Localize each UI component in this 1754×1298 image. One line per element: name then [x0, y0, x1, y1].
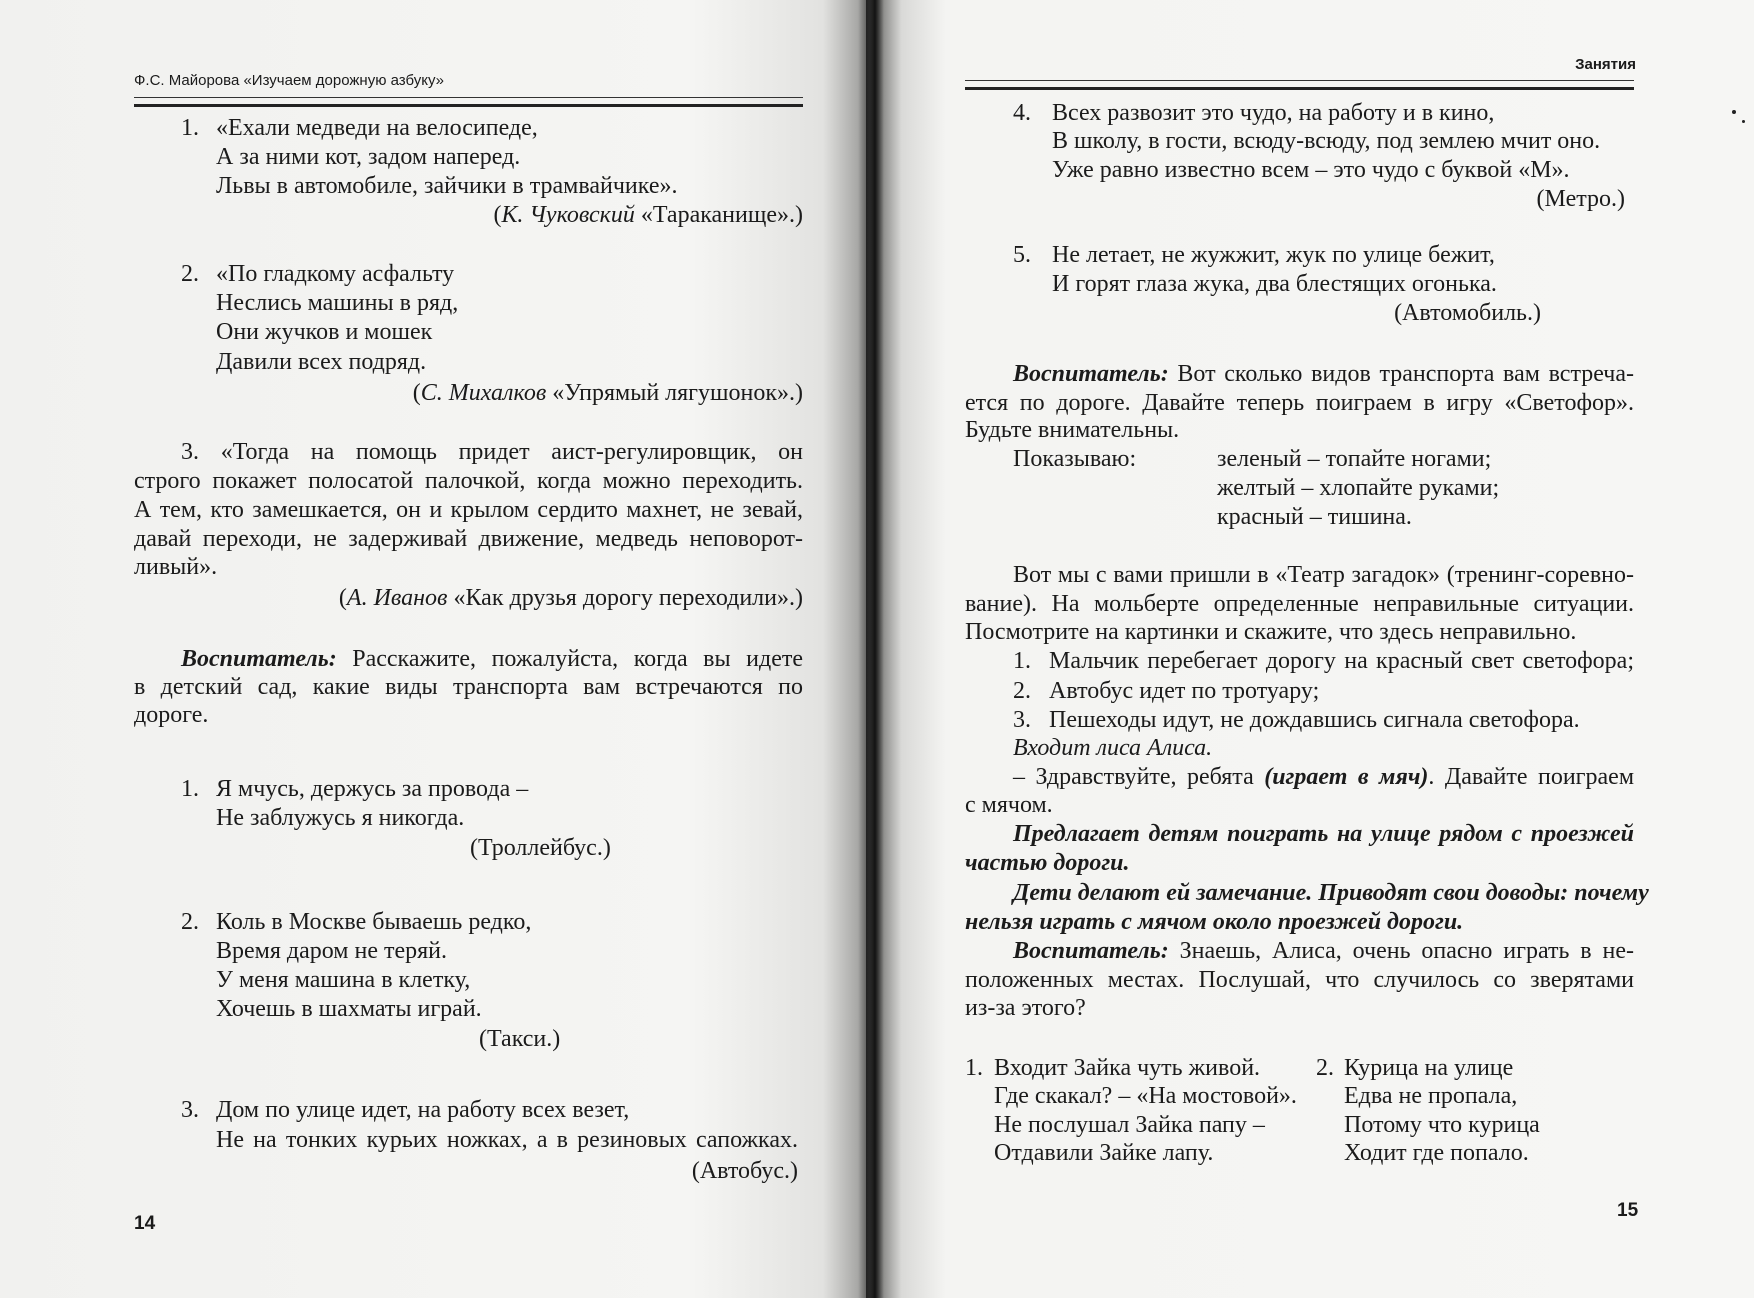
- right-page: [866, 0, 1754, 1298]
- dialogue-line: – Здравствуйте, ребята (играет в мяч). Давайте поиграем: [1013, 764, 1635, 790]
- verse-line: В школу, в гости, всюду-всюду, под землею мчит оно.: [1052, 128, 1601, 154]
- scan-speck: [1742, 120, 1745, 123]
- list-number: 2.: [181, 909, 199, 935]
- teacher-label: Воспитатель:: [1013, 938, 1169, 964]
- list-number: 2.: [1013, 678, 1031, 704]
- list-number: 1.: [181, 115, 199, 141]
- verse-line: Время даром не теряй.: [216, 938, 447, 964]
- attribution: (А. Иванов «Как друзья дорогу переходили».): [338, 585, 803, 611]
- verse-line: Ходит где попало.: [1344, 1140, 1529, 1166]
- verse-line: Не на тонких курьих ножках, а в резиновых сапожках.: [216, 1127, 798, 1153]
- paragraph-line: Вот мы с вами пришли в «Театр загадок» (тренинг-соревно-: [1013, 562, 1634, 588]
- list-number: 1.: [965, 1055, 983, 1081]
- verse-line: Не заблужусь я никогда.: [216, 805, 465, 831]
- attribution: (К. Чуковский «Тараканище».): [493, 202, 803, 228]
- stage-direction: Входит лиса Алиса.: [1013, 735, 1213, 761]
- verse-line: Дом по улице идет, на работу всех везет,: [216, 1097, 630, 1123]
- teacher-line: ется по дороге. Давайте теперь поиграем в игру «Светофор».: [965, 390, 1634, 416]
- author: А. Иванов: [346, 585, 448, 611]
- riddle-answer: (Метро.): [1536, 186, 1625, 212]
- situation-item: Пешеходы идут, не дождавшись сигнала светофора.: [1049, 707, 1580, 733]
- situation-item: Мальчик перебегает дорогу на красный свет светофора;: [1049, 648, 1634, 674]
- verse-line: У меня машина в клетку,: [216, 967, 471, 993]
- stage-direction: частью дороги.: [965, 850, 1130, 876]
- riddle-answer: (Такси.): [479, 1026, 561, 1052]
- teacher-line: Будьте внимательны.: [965, 417, 1180, 443]
- running-header: Ф.С. Майорова «Изучаем дорожную азбуку»: [134, 72, 445, 89]
- verse-line: Где скакал? – «На мостовой».: [994, 1083, 1297, 1109]
- paragraph-line: строго покажет полосатой палочкой, когда можно переходить.: [134, 468, 803, 494]
- paragraph-line: давай переходи, не задерживай движение, медведь неповорот-: [134, 526, 803, 552]
- show-item: красный – тишина.: [1217, 504, 1412, 530]
- verse-line: Курица на улице: [1344, 1055, 1514, 1081]
- teacher-line: Воспитатель: Расскажите, пожалуйста, когда вы идете: [181, 646, 803, 672]
- situation-item: Автобус идет по тротуару;: [1049, 678, 1320, 704]
- list-number: 2.: [1316, 1055, 1334, 1081]
- verse-line: Я мчусь, держусь за провода –: [216, 776, 529, 802]
- teacher-line: в детский сад, какие виды транспорта вам встречаются по: [134, 674, 803, 700]
- riddle-answer: (Автомобиль.): [1394, 300, 1541, 326]
- dialogue-line: с мячом.: [965, 792, 1053, 818]
- stage-direction: нельзя играть с мячом около проезжей дороги.: [965, 909, 1464, 935]
- verse-line: Коль в Москве бываешь редко,: [216, 909, 532, 935]
- verse-line: Всех развозит это чудо, на работу и в кино,: [1052, 100, 1495, 126]
- verse-line: А за ними кот, задом наперед.: [216, 144, 521, 170]
- verse-line: И горят глаза жука, два блестящих огонька.: [1052, 271, 1497, 297]
- paragraph-line: ливый».: [134, 554, 218, 580]
- show-label: Показываю:: [1013, 446, 1137, 472]
- verse-line: «Ехали медведи на велосипеде,: [216, 115, 538, 141]
- teacher-line: Воспитатель: Знаешь, Алиса, очень опасно играть в не-: [1013, 938, 1634, 964]
- verse-line: Едва не пропала,: [1344, 1083, 1518, 1109]
- page-number: 14: [134, 1213, 156, 1234]
- stage-direction: Дети делают ей замечание. Приводят свои доводы: почему: [1013, 880, 1649, 906]
- show-item: желтый – хлопайте руками;: [1217, 475, 1500, 501]
- list-number: 2.: [181, 261, 199, 287]
- list-number: 3.: [1013, 707, 1031, 733]
- teacher-label: Воспитатель:: [1013, 361, 1169, 387]
- header-rule: [134, 97, 803, 107]
- verse-line: Хочешь в шахматы играй.: [216, 996, 482, 1022]
- attribution: (С. Михалков «Упрямый лягушонок».): [412, 380, 803, 406]
- paragraph-line: Посмотрите на картинки и скажите, что здесь неправильно.: [965, 619, 1577, 645]
- verse-line: Львы в автомобиле, зайчики в трамвайчике».: [216, 173, 678, 199]
- paragraph-line: вание). На мольберте определенные неправильные ситуации.: [965, 591, 1634, 617]
- verse-line: «По гладкому асфальту: [216, 261, 455, 287]
- teacher-label: Воспитатель:: [181, 646, 337, 672]
- page-number: 15: [1617, 1200, 1639, 1221]
- verse-line: Не послушал Зайка папу –: [994, 1112, 1265, 1138]
- teacher-line: из-за этого?: [965, 995, 1086, 1021]
- list-number: 1.: [1013, 648, 1031, 674]
- list-number: 1.: [181, 776, 199, 802]
- paragraph-line: А тем, кто замешкается, он и крылом сердито махнет, не зевай,: [134, 497, 803, 523]
- teacher-line: положенных местах. Послушай, что случилось со зверятами: [965, 967, 1634, 993]
- left-page: [0, 0, 866, 1298]
- running-header: Занятия: [1575, 56, 1636, 73]
- verse-line: Давили всех подряд.: [216, 349, 427, 375]
- teacher-line: дороге.: [134, 702, 209, 728]
- list-number: 3.: [181, 1097, 199, 1123]
- verse-line: Уже равно известно всем – это чудо с буквой «М».: [1052, 157, 1570, 183]
- scan-speck: [1732, 110, 1736, 114]
- riddle-answer: (Автобус.): [691, 1158, 798, 1184]
- verse-line: Они жучков и мошек: [216, 319, 433, 345]
- teacher-line: Воспитатель: Вот сколько видов транспорта вам встреча-: [1013, 361, 1634, 387]
- header-rule: [965, 80, 1634, 90]
- paragraph-line: 3. «Тогда на помощь придет аист-регулировщик, он: [181, 439, 804, 465]
- list-number: 5.: [1013, 242, 1031, 268]
- author: К. Чуковский: [501, 202, 635, 228]
- list-number: 4.: [1013, 100, 1031, 126]
- verse-line: Не летает, не жужжит, жук по улице бежит,: [1052, 242, 1495, 268]
- verse-line: Неслись машины в ряд,: [216, 290, 459, 316]
- book-gutter: [858, 0, 884, 1298]
- stage-direction: Предлагает детям поиграть на улице рядом с проезжей: [1013, 821, 1634, 847]
- show-item: зеленый – топайте ногами;: [1217, 446, 1492, 472]
- verse-line: Отдавили Зайке лапу.: [994, 1140, 1214, 1166]
- riddle-answer: (Троллейбус.): [470, 835, 611, 861]
- verse-line: Потому что курица: [1344, 1112, 1540, 1138]
- author: С. Михалков: [420, 380, 547, 406]
- verse-line: Входит Зайка чуть живой.: [994, 1055, 1261, 1081]
